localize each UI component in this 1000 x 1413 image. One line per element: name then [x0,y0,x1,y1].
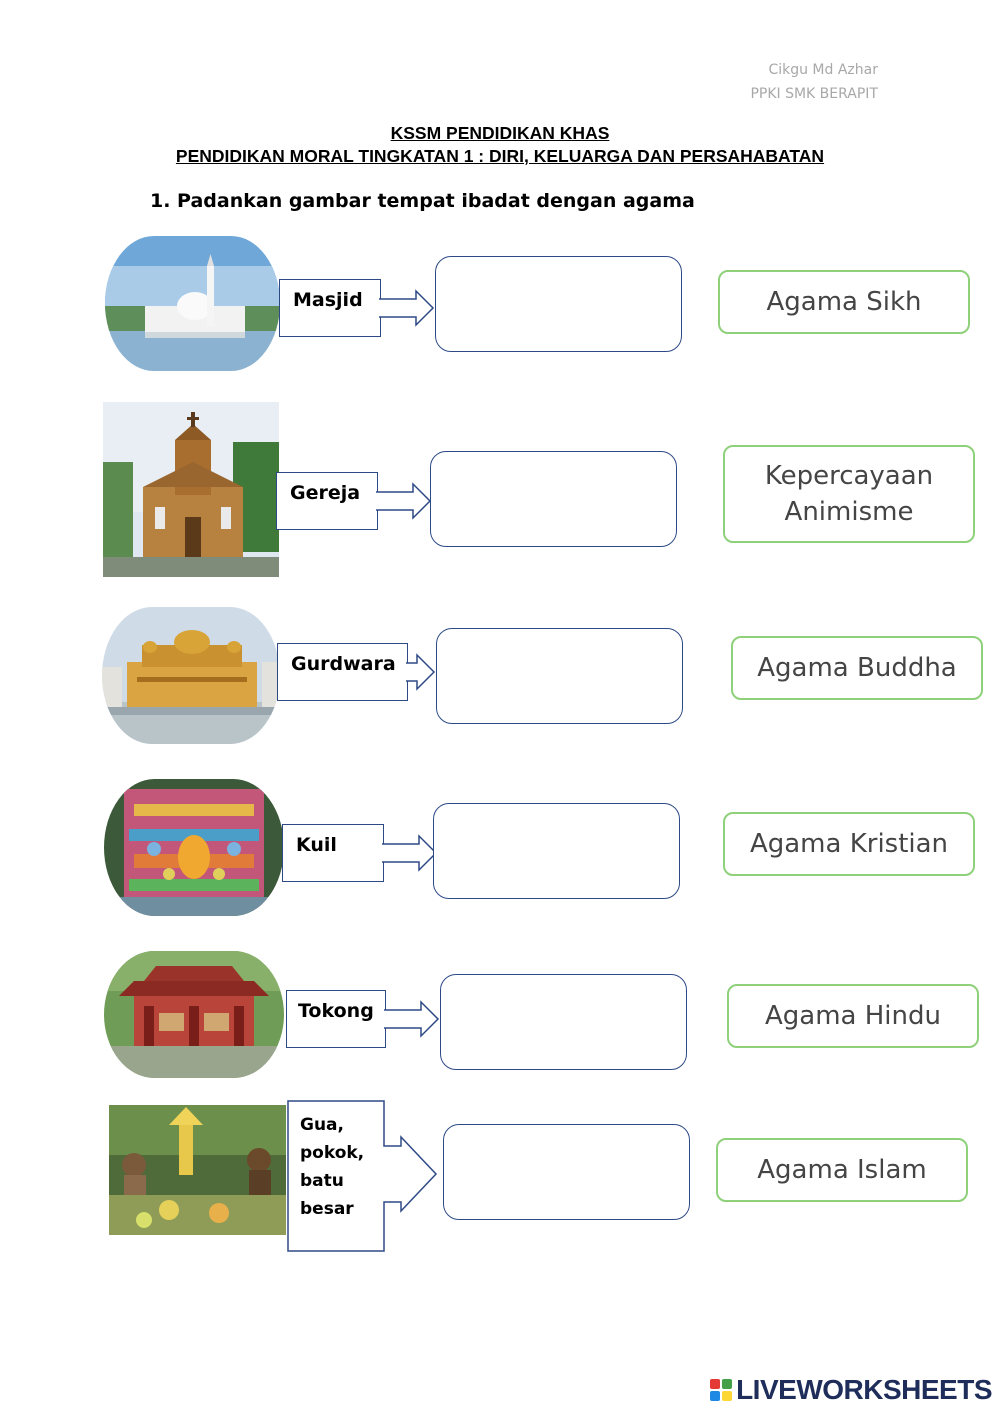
religion-card-2[interactable]: Kepercayaan Animisme [723,445,975,543]
chinese-temple-photo [104,951,284,1078]
answer-box-2[interactable] [430,451,677,547]
religion-card-5[interactable]: Agama Hindu [727,984,979,1048]
answer-box-5[interactable] [440,974,687,1070]
answer-box-3[interactable] [436,628,683,724]
liveworksheets-logo-icon [710,1379,732,1401]
school-name: PPKI SMK BERAPIT [750,86,878,102]
answer-box-1[interactable] [435,256,682,352]
religion-card-6[interactable]: Agama Islam [716,1138,968,1202]
place-label-gua-pokok-batu: Gua, pokok, batu besar [287,1100,439,1252]
arrow-right-icon [383,1001,441,1037]
page-title: KSSM PENDIDIKAN KHAS [390,123,610,143]
animism-photo [109,1105,286,1235]
instruction: 1. Padankan gambar tempat ibadat dengan agama [150,190,695,212]
arrow-right-icon [381,835,439,871]
temple-photo [104,779,284,916]
religion-card-4[interactable]: Agama Kristian [723,812,975,876]
religion-card-1[interactable]: Agama Sikh [718,270,970,334]
author-name: Cikgu Md Azhar [768,62,878,78]
arrow-right-icon [405,654,437,690]
answer-box-4[interactable] [433,803,680,899]
church-photo [103,402,279,577]
mosque-photo [105,236,280,371]
brand-name: LIVEWORKSHEETS [736,1374,992,1405]
arrow-right-icon [378,290,436,326]
answer-box-6[interactable] [443,1124,690,1220]
page-subtitle: PENDIDIKAN MORAL TINGKATAN 1 : DIRI, KELUARGA DAN PERSAHABATAN [175,146,825,166]
place-label-tokong: Tokong [286,990,442,1048]
place-label-kuil: Kuil [282,824,438,882]
place-label-gurdwara: Gurdwara [277,643,435,701]
liveworksheets-logo [710,1374,992,1406]
place-label-masjid: Masjid [279,279,435,337]
gurdwara-photo [102,607,280,744]
place-label-gereja: Gereja [276,472,432,530]
arrow-right-icon [375,483,433,519]
religion-card-3[interactable]: Agama Buddha [731,636,983,700]
